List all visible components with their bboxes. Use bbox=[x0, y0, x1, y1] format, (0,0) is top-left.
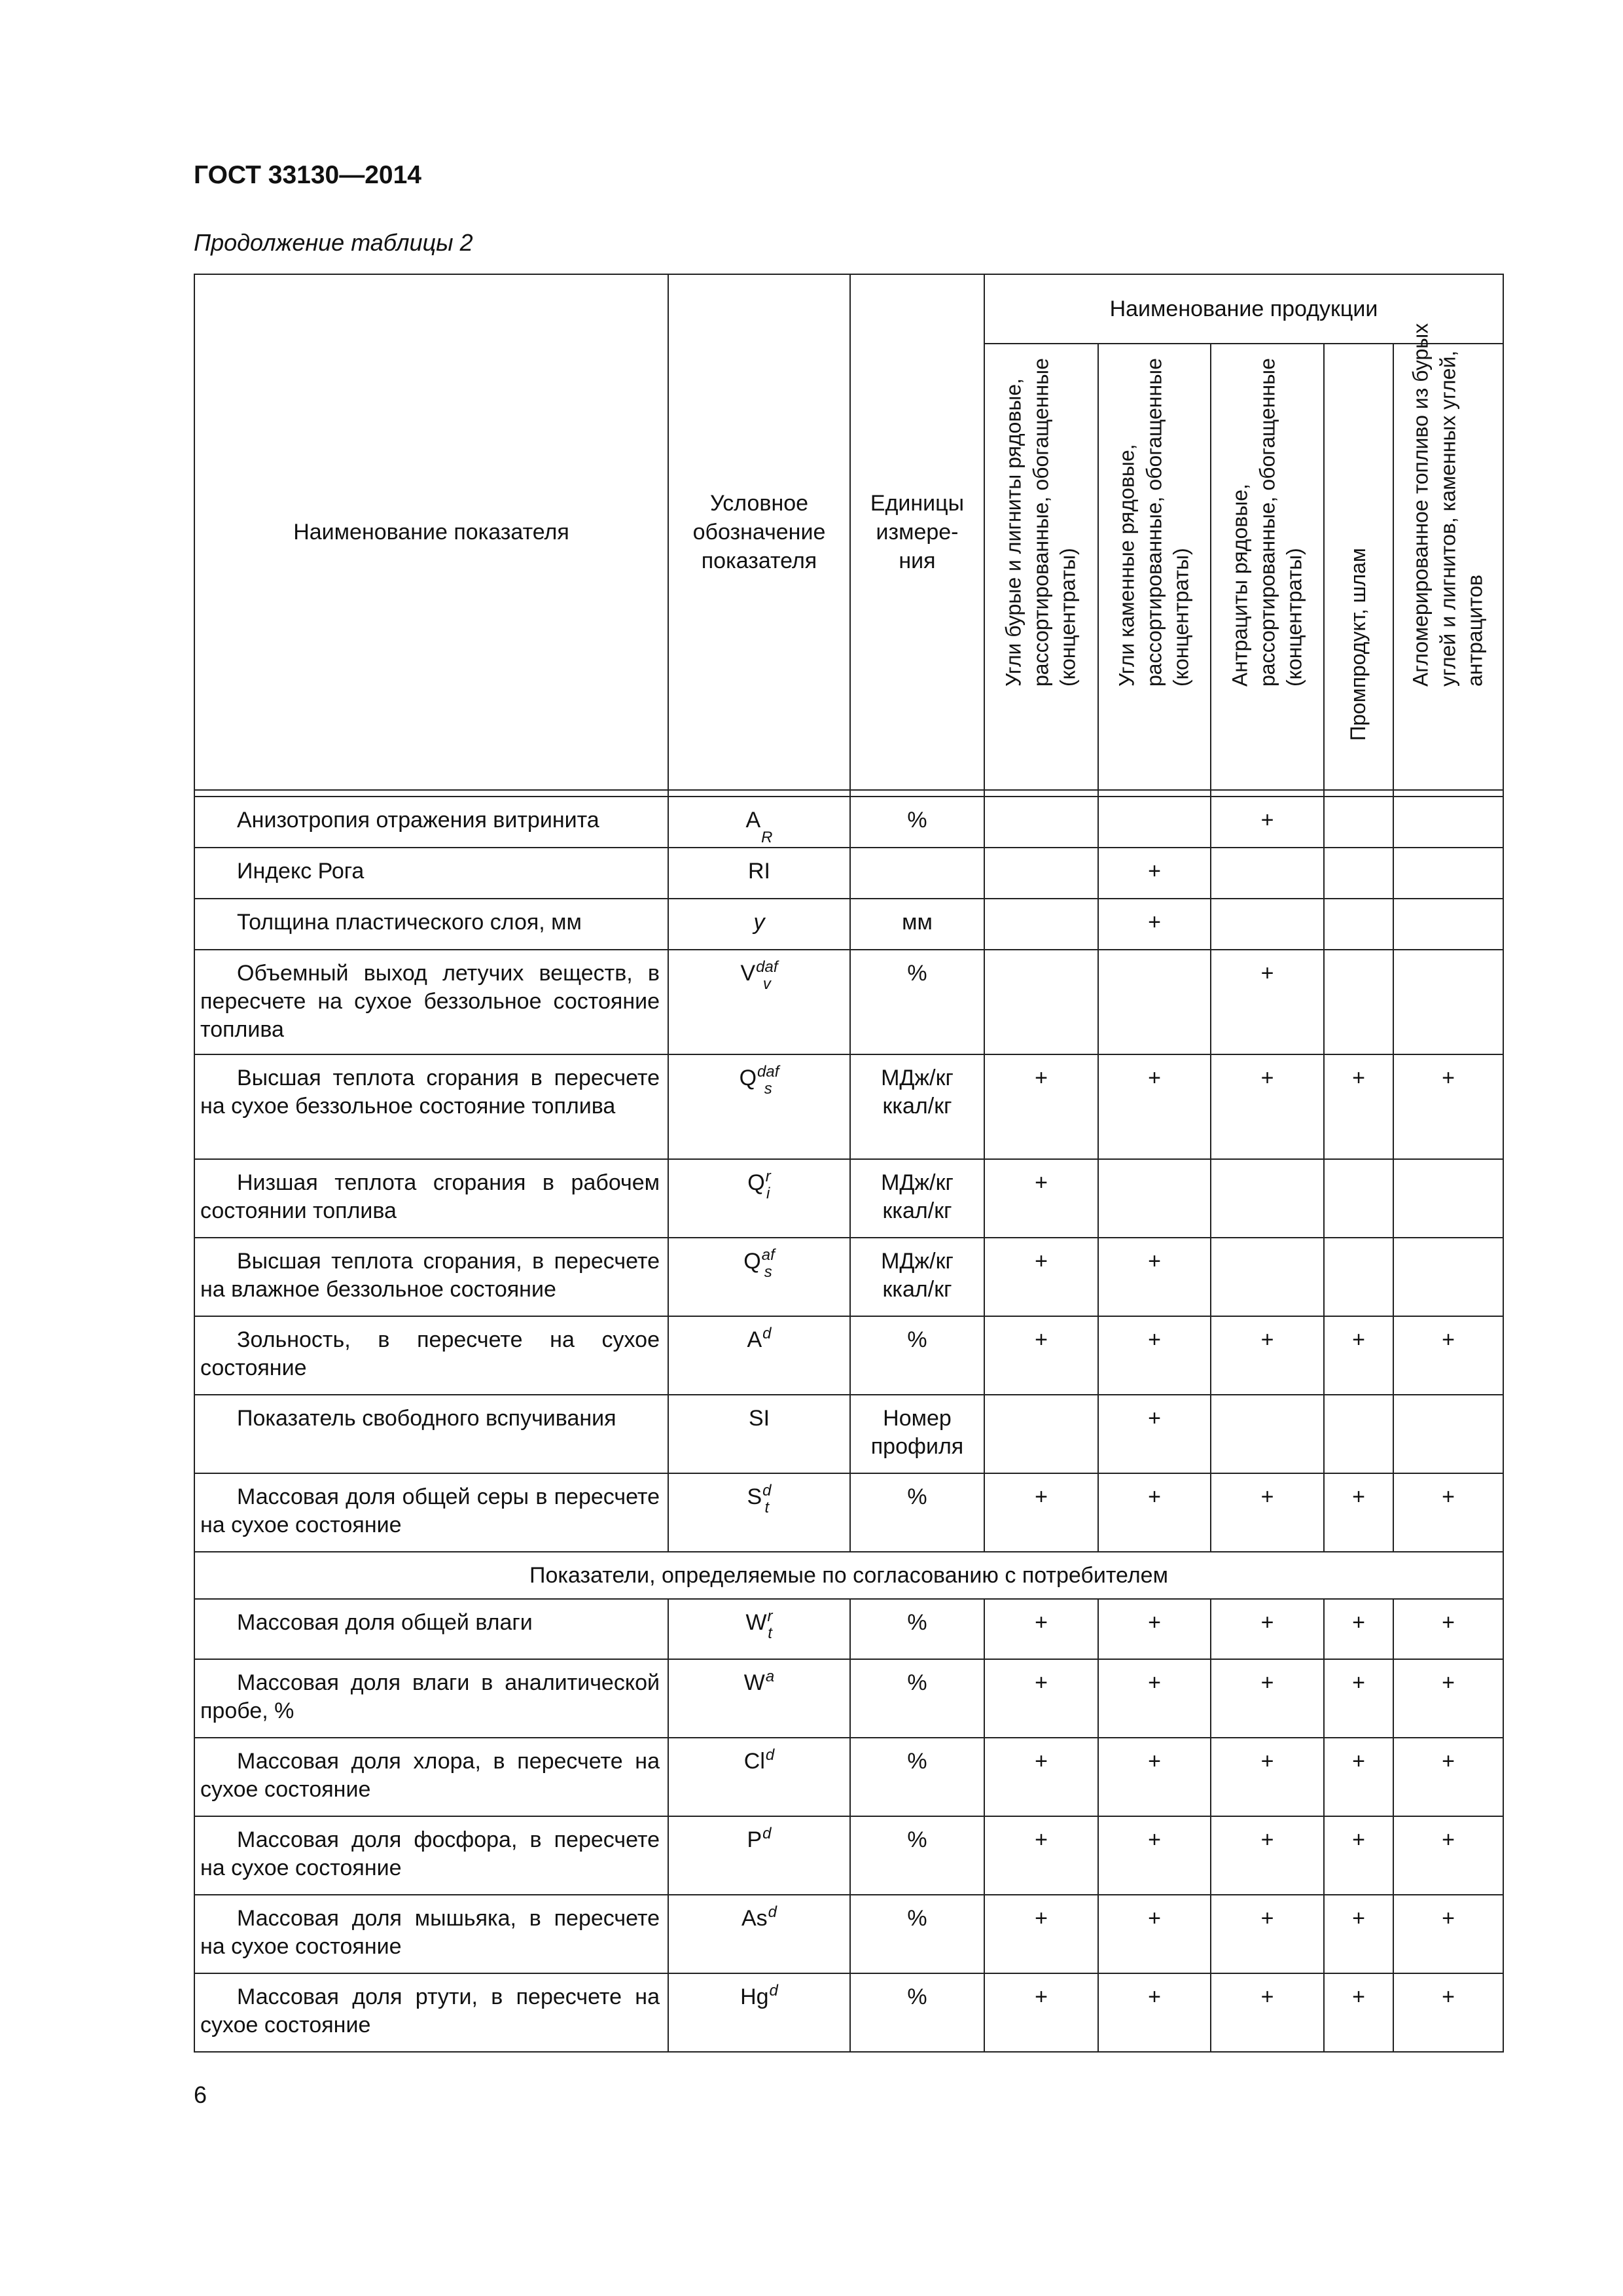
table-row bbox=[194, 1659, 1503, 1738]
indicator-symbol bbox=[668, 899, 850, 950]
indicator-symbol bbox=[668, 848, 850, 899]
indicator-symbol bbox=[668, 1054, 850, 1159]
applicability-mark bbox=[1393, 899, 1503, 950]
applicability-mark: + bbox=[1393, 1599, 1503, 1659]
symbol-subscript: t bbox=[768, 1624, 772, 1642]
applicability-mark bbox=[1393, 848, 1503, 899]
indicator-name bbox=[194, 1395, 668, 1473]
symbol-base: y bbox=[753, 910, 765, 935]
indicator-name-text: Высшая теплота сгорания, в пересчете на влажное беззольное состояние bbox=[200, 1249, 660, 1302]
applicability-mark: + bbox=[1098, 1973, 1211, 2052]
indicator-unit: % bbox=[850, 1599, 984, 1659]
symbol-base: As bbox=[741, 1906, 768, 1931]
indicator-name bbox=[194, 1816, 668, 1895]
indicator-unit: МДж/кг ккал/кг bbox=[850, 1054, 984, 1159]
indicator-unit: мм bbox=[850, 899, 984, 950]
applicability-mark bbox=[1324, 1238, 1393, 1316]
indicator-name bbox=[194, 1316, 668, 1395]
applicability-mark: + bbox=[1324, 1316, 1393, 1395]
column-header-product-1 bbox=[984, 344, 1098, 790]
applicability-mark bbox=[1324, 1159, 1393, 1238]
symbol-base: V bbox=[740, 961, 756, 986]
symbol-base: W bbox=[743, 1670, 765, 1695]
indicator-name-text: Массовая доля общей влаги bbox=[237, 1610, 533, 1635]
indicator-name-text: Индекс Рога bbox=[237, 859, 365, 884]
applicability-mark: + bbox=[1324, 1473, 1393, 1552]
applicability-mark: + bbox=[1324, 1895, 1393, 1973]
indicator-symbol bbox=[668, 1973, 850, 2052]
applicability-mark: + bbox=[1393, 1738, 1503, 1816]
indicators-table bbox=[194, 274, 1504, 2053]
indicator-unit: % bbox=[850, 1473, 984, 1552]
applicability-mark: + bbox=[1393, 1816, 1503, 1895]
indicator-symbol bbox=[668, 950, 850, 1054]
symbol-superscript bbox=[761, 813, 772, 829]
applicability-mark: + bbox=[1098, 1895, 1211, 1973]
table-row bbox=[194, 1054, 1503, 1159]
applicability-mark: + bbox=[1211, 1473, 1324, 1552]
table-row bbox=[194, 1238, 1503, 1316]
applicability-mark bbox=[1324, 848, 1393, 899]
column-header-product-4 bbox=[1324, 344, 1393, 790]
indicator-unit: % bbox=[850, 797, 984, 848]
table-row bbox=[194, 1316, 1503, 1395]
applicability-mark: + bbox=[984, 1238, 1098, 1316]
indicator-name-text: Массовая доля фосфора, в пересчете на сухое состояние bbox=[200, 1827, 660, 1881]
applicability-mark: + bbox=[984, 1599, 1098, 1659]
applicability-mark: + bbox=[984, 1054, 1098, 1159]
applicability-mark: + bbox=[984, 1738, 1098, 1816]
applicability-mark bbox=[1098, 1159, 1211, 1238]
indicator-name-text: Показатель свободного вспучивания bbox=[237, 1406, 616, 1431]
applicability-mark: + bbox=[1098, 1054, 1211, 1159]
column-header-symbol-text: Условное обозначение показателя bbox=[692, 490, 826, 574]
applicability-mark: + bbox=[1324, 1738, 1393, 1816]
applicability-mark bbox=[1211, 1238, 1324, 1316]
indicator-unit: МДж/кг ккал/кг bbox=[850, 1159, 984, 1238]
indicator-symbol bbox=[668, 1895, 850, 1973]
applicability-mark bbox=[1324, 1395, 1393, 1473]
indicator-name bbox=[194, 1238, 668, 1316]
symbol-subscript: s bbox=[764, 1080, 772, 1098]
indicator-name bbox=[194, 1473, 668, 1552]
applicability-mark bbox=[1393, 950, 1503, 1054]
applicability-mark: + bbox=[984, 1659, 1098, 1738]
table-row bbox=[194, 1473, 1503, 1552]
applicability-mark: + bbox=[1324, 1599, 1393, 1659]
product-header-label: Антрациты рядовые, рассортированные, обогащенные (концентраты) bbox=[1228, 358, 1306, 687]
applicability-mark: + bbox=[1211, 1599, 1324, 1659]
applicability-mark: + bbox=[1393, 1316, 1503, 1395]
symbol-superscript: r bbox=[767, 1607, 773, 1625]
applicability-mark: + bbox=[1211, 1659, 1324, 1738]
table-row bbox=[194, 1738, 1503, 1816]
applicability-mark: + bbox=[1393, 1659, 1503, 1738]
applicability-mark: + bbox=[1211, 1054, 1324, 1159]
indicator-unit: % bbox=[850, 1659, 984, 1738]
section-title: Показатели, определяемые по согласованию с потребителем bbox=[194, 1552, 1503, 1599]
indicator-name bbox=[194, 899, 668, 950]
applicability-mark bbox=[1098, 950, 1211, 1054]
applicability-mark bbox=[984, 1395, 1098, 1473]
applicability-mark: + bbox=[1211, 950, 1324, 1054]
table-row bbox=[194, 1395, 1503, 1473]
applicability-mark bbox=[1324, 899, 1393, 950]
applicability-mark: + bbox=[1098, 899, 1211, 950]
header-separator bbox=[194, 790, 1503, 797]
symbol-superscript: a bbox=[765, 1668, 775, 1685]
applicability-mark: + bbox=[1098, 848, 1211, 899]
symbol-base: W bbox=[745, 1610, 767, 1635]
applicability-mark: + bbox=[1098, 1816, 1211, 1895]
symbol-superscript: d bbox=[762, 1325, 772, 1342]
applicability-mark: + bbox=[1098, 1395, 1211, 1473]
applicability-mark bbox=[1324, 797, 1393, 848]
applicability-mark: + bbox=[1211, 797, 1324, 848]
applicability-mark bbox=[1324, 950, 1393, 1054]
column-header-symbol bbox=[668, 274, 850, 790]
indicator-name bbox=[194, 1738, 668, 1816]
applicability-mark bbox=[984, 950, 1098, 1054]
applicability-mark bbox=[1393, 797, 1503, 848]
applicability-mark bbox=[984, 797, 1098, 848]
indicator-name bbox=[194, 950, 668, 1054]
indicator-name-text: Массовая доля влаги в аналитической пробе, % bbox=[200, 1670, 660, 1724]
applicability-mark: + bbox=[1098, 1599, 1211, 1659]
symbol-superscript: d bbox=[762, 1482, 772, 1499]
indicator-symbol bbox=[668, 1395, 850, 1473]
symbol-base: S bbox=[747, 1484, 762, 1509]
symbol-base: A bbox=[747, 1327, 762, 1352]
indicator-symbol bbox=[668, 797, 850, 848]
product-header-label: Угли каменные рядовые, рассортированные, обогащенные (концентраты) bbox=[1115, 358, 1193, 687]
indicator-unit: % bbox=[850, 1973, 984, 2052]
applicability-mark: + bbox=[1393, 1473, 1503, 1552]
applicability-mark bbox=[1211, 1395, 1324, 1473]
column-header-unit-text: Единицы измере-ния bbox=[870, 490, 965, 574]
applicability-mark: + bbox=[1324, 1659, 1393, 1738]
column-header-unit bbox=[850, 274, 984, 790]
symbol-superscript: daf bbox=[756, 958, 778, 976]
symbol-base: Q bbox=[739, 1066, 757, 1090]
indicator-name bbox=[194, 1895, 668, 1973]
indicator-name-text: Высшая теплота сгорания в пересчете на сухое беззольное состояние топлива bbox=[200, 1066, 660, 1119]
indicator-name-text: Массовая доля общей серы в пересчете на сухое состояние bbox=[200, 1484, 660, 1538]
indicator-symbol bbox=[668, 1659, 850, 1738]
symbol-base: RI bbox=[748, 859, 770, 884]
indicator-symbol bbox=[668, 1316, 850, 1395]
applicability-mark: + bbox=[1211, 1973, 1324, 2052]
table-row bbox=[194, 1973, 1503, 2052]
symbol-base: Hg bbox=[740, 1984, 769, 2009]
table-caption: Продолжение таблицы 2 bbox=[194, 229, 473, 256]
applicability-mark: + bbox=[984, 1473, 1098, 1552]
table-row bbox=[194, 950, 1503, 1054]
column-header-product-2 bbox=[1098, 344, 1211, 790]
symbol-superscript: d bbox=[765, 1746, 775, 1764]
product-header-label: Промпродукт, шлам bbox=[1346, 548, 1370, 742]
applicability-mark bbox=[1393, 1159, 1503, 1238]
table-row bbox=[194, 848, 1503, 899]
applicability-mark: + bbox=[1393, 1973, 1503, 2052]
indicator-symbol bbox=[668, 1738, 850, 1816]
indicator-unit: МДж/кг ккал/кг bbox=[850, 1238, 984, 1316]
applicability-mark: + bbox=[1098, 1473, 1211, 1552]
symbol-superscript: d bbox=[769, 1982, 778, 2000]
indicator-symbol bbox=[668, 1238, 850, 1316]
applicability-mark bbox=[1211, 1159, 1324, 1238]
applicability-mark: + bbox=[984, 1316, 1098, 1395]
indicator-symbol bbox=[668, 1159, 850, 1238]
symbol-subscript: i bbox=[766, 1185, 770, 1202]
applicability-mark: + bbox=[1098, 1316, 1211, 1395]
symbol-base: Q bbox=[743, 1249, 761, 1274]
section-row bbox=[194, 1552, 1503, 1599]
applicability-mark bbox=[1393, 1395, 1503, 1473]
table-row bbox=[194, 797, 1503, 848]
symbol-base: SI bbox=[748, 1406, 770, 1431]
indicator-name bbox=[194, 1599, 668, 1659]
indicator-name-text: Зольность, в пересчете на сухое состояние bbox=[200, 1327, 660, 1381]
applicability-mark: + bbox=[1324, 1054, 1393, 1159]
indicator-name bbox=[194, 1659, 668, 1738]
applicability-mark bbox=[984, 848, 1098, 899]
applicability-mark: + bbox=[1098, 1738, 1211, 1816]
table-row bbox=[194, 1816, 1503, 1895]
table-row bbox=[194, 1159, 1503, 1238]
indicator-unit: % bbox=[850, 1895, 984, 1973]
symbol-subscript: v bbox=[762, 975, 771, 993]
symbol-base: P bbox=[747, 1827, 762, 1852]
applicability-mark: + bbox=[1211, 1816, 1324, 1895]
applicability-mark: + bbox=[984, 1973, 1098, 2052]
symbol-superscript: daf bbox=[757, 1063, 779, 1081]
column-header-product-3 bbox=[1211, 344, 1324, 790]
symbol-base: Cl bbox=[743, 1749, 765, 1774]
column-header-product-5 bbox=[1393, 323, 1503, 790]
table-row bbox=[194, 899, 1503, 950]
indicator-unit: % bbox=[850, 1316, 984, 1395]
applicability-mark: + bbox=[1211, 1738, 1324, 1816]
indicator-symbol bbox=[668, 1473, 850, 1552]
symbol-subscript: t bbox=[764, 1499, 770, 1516]
indicator-unit bbox=[850, 848, 984, 899]
indicator-name bbox=[194, 1973, 668, 2052]
table-row bbox=[194, 1599, 1503, 1659]
applicability-mark: + bbox=[1098, 1659, 1211, 1738]
indicator-name bbox=[194, 1054, 668, 1159]
applicability-mark bbox=[984, 899, 1098, 950]
indicator-symbol bbox=[668, 1599, 850, 1659]
indicator-unit: % bbox=[850, 1816, 984, 1895]
indicator-name bbox=[194, 1159, 668, 1238]
applicability-mark bbox=[1211, 899, 1324, 950]
symbol-subscript: s bbox=[764, 1263, 772, 1281]
product-header-label: Угли бурые и лигниты рядовые, рассортированные, обогащенные (концентраты) bbox=[1001, 358, 1080, 687]
symbol-superscript: d bbox=[768, 1903, 777, 1921]
indicator-name-text: Объемный выход летучих веществ, в пересчете на сухое беззольное состояние топлива bbox=[200, 961, 660, 1043]
indicator-unit: % bbox=[850, 1738, 984, 1816]
applicability-mark: + bbox=[1393, 1054, 1503, 1159]
symbol-subscript: R bbox=[761, 829, 773, 846]
applicability-mark: + bbox=[1211, 1895, 1324, 1973]
indicator-symbol bbox=[668, 1816, 850, 1895]
applicability-mark: + bbox=[1324, 1816, 1393, 1895]
indicator-name bbox=[194, 848, 668, 899]
applicability-mark bbox=[1393, 1238, 1503, 1316]
indicator-name-text: Массовая доля мышьяка, в пересчете на сухое состояние bbox=[200, 1906, 660, 1960]
page-number: 6 bbox=[194, 2081, 207, 2108]
applicability-mark: + bbox=[984, 1816, 1098, 1895]
applicability-mark: + bbox=[1098, 1238, 1211, 1316]
applicability-mark: + bbox=[1324, 1973, 1393, 2052]
applicability-mark bbox=[1098, 797, 1211, 848]
indicator-name bbox=[194, 797, 668, 848]
indicator-unit: Номер профиля bbox=[850, 1395, 984, 1473]
symbol-base: Q bbox=[747, 1170, 765, 1195]
symbol-superscript: d bbox=[762, 1825, 772, 1842]
indicator-name-text: Массовая доля хлора, в пересчете на сухое состояние bbox=[200, 1749, 660, 1803]
indicator-unit: % bbox=[850, 950, 984, 1054]
column-header-products-group: Наименование продукции bbox=[984, 274, 1503, 344]
applicability-mark: + bbox=[1393, 1895, 1503, 1973]
indicator-name-text: Низшая теплота сгорания в рабочем состоянии топлива bbox=[200, 1170, 660, 1224]
column-header-name: Наименование показателя bbox=[194, 274, 668, 790]
table-row bbox=[194, 1895, 1503, 1973]
product-header-label: Агломерированное топливо из бурых углей и лигнитов, каменных углей, антрацитов bbox=[1408, 323, 1487, 687]
applicability-mark bbox=[1211, 848, 1324, 899]
applicability-mark: + bbox=[984, 1895, 1098, 1973]
indicator-name-text: Массовая доля ртути, в пересчете на сухое состояние bbox=[200, 1984, 660, 2038]
symbol-base: A bbox=[745, 808, 761, 833]
indicator-name-text: Толщина пластического слоя, мм bbox=[237, 910, 582, 935]
applicability-mark: + bbox=[1211, 1316, 1324, 1395]
standard-designation: ГОСТ 33130—2014 bbox=[194, 161, 421, 189]
symbol-superscript: af bbox=[761, 1246, 775, 1264]
indicator-name-text: Анизотропия отражения витринита bbox=[237, 808, 599, 833]
symbol-superscript: r bbox=[765, 1168, 771, 1185]
applicability-mark: + bbox=[984, 1159, 1098, 1238]
